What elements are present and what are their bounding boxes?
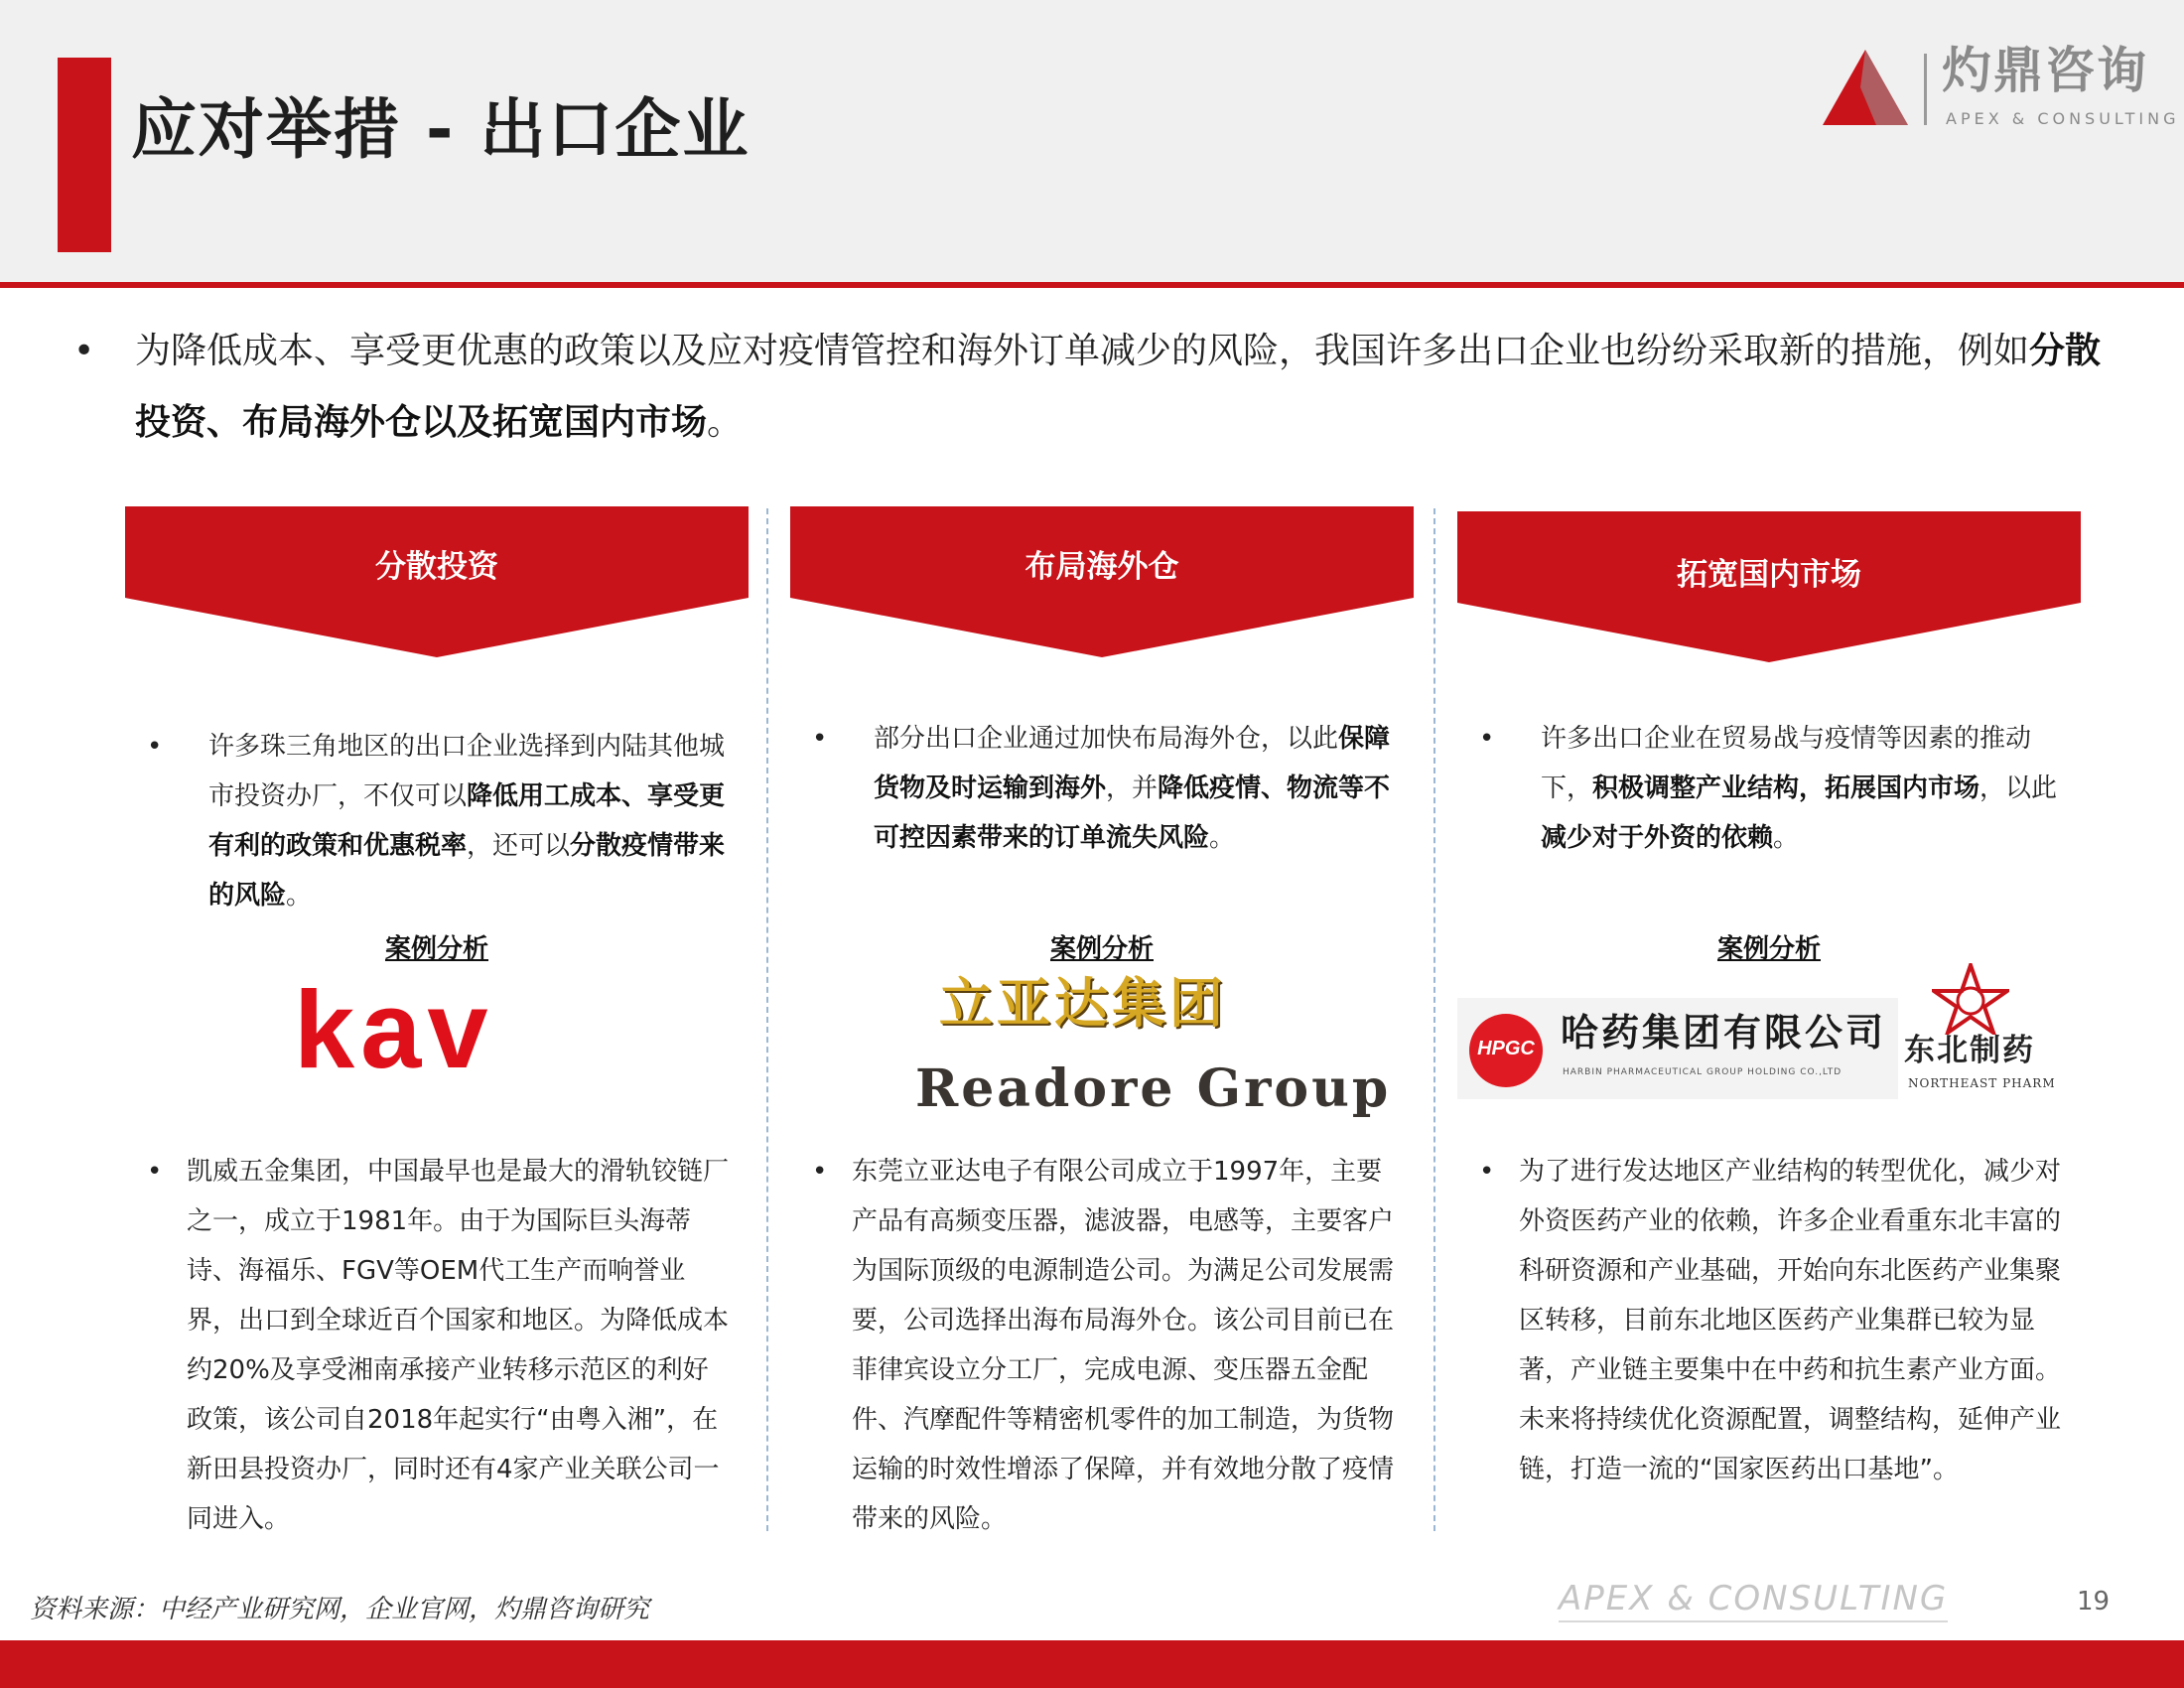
company-logo (1817, 42, 2180, 135)
column-summary (1457, 714, 2063, 863)
bullet: • (812, 1157, 828, 1187)
summary-text: ，还可以 (467, 831, 571, 861)
bullet: • (812, 724, 828, 754)
intro-text-end: 。 (707, 402, 744, 443)
summary-bold: 积极调整产业结构，拓展国内市场 (1592, 774, 1980, 803)
source-note: 资料来源：中经产业研究网，企业官网，灼鼎咨询研究 (30, 1595, 650, 1624)
summary-text: 。 (286, 881, 313, 911)
summary-text: 许多珠三角地区的出口企业选择到内陆其他城市投资办厂，不仅可以 (208, 732, 726, 811)
column-summary (125, 722, 731, 920)
hpgc-mark: HPGC (1477, 1038, 1535, 1059)
case-analysis-label: 案例分析 (1049, 934, 1154, 964)
northeast-pharm-name-cn: 东北制药 (1904, 1033, 2035, 1068)
footer-brand: APEX & CONSULTING (1559, 1579, 1948, 1622)
intro-text-plain: 为降低成本、享受更优惠的政策以及应对疫情管控和海外订单减少的风险，我国许多出口企业也纷纷采取新的措施，例如 (135, 331, 2030, 371)
intro-text-bold: 分散投资、布局海外仓以及拓宽国内市场 (135, 331, 2102, 443)
summary-bold: 降低用工成本、享受更有利的政策和优惠税率 (208, 781, 726, 861)
column-title: 布局海外仓 (1024, 549, 1179, 585)
column-divider (766, 508, 768, 1531)
bullet: • (1479, 724, 1495, 754)
bullet: • (147, 1157, 163, 1187)
summary-bold: 降低疫情、物流等不可控因素带来的订单流失风险 (874, 774, 1391, 853)
kav-logo: kav (294, 969, 494, 1091)
summary-text: ，以此 (1979, 774, 2058, 803)
summary-text: 许多出口企业在贸易战与疫情等因素的推动下， (1541, 724, 2032, 803)
column-overseas-warehouse (790, 501, 1414, 1534)
column-domestic-market (1457, 501, 2081, 1534)
red-star-icon (1932, 963, 2009, 1035)
bullet: • (73, 331, 95, 371)
summary-text: 。 (1773, 823, 1800, 853)
column-summary (790, 714, 1396, 863)
intro-paragraph (73, 316, 2118, 459)
summary-bold: 减少对于外资的依赖 (1541, 823, 1774, 853)
column-title: 拓宽国内市场 (1677, 557, 1861, 593)
case-text: 凯威五金集团，中国最早也是最大的滑轨铰链厂之一，成立于1981年。由于为国际巨头海蒂诗、海福乐、FGV等OEM代工生产而响誉业界，出口到全球近百个国家和地区。为降低成本约20%及享受湘南承接产业转移示范区的利好政策，该公司自2018年起实行“由粤入湘”，在新田县投资办厂，同时还有4家产业关联公司一同进入。 (187, 1157, 730, 1534)
hpgc-circle-icon (1469, 1014, 1543, 1087)
summary-bold: 保障货物及时运输到海外 (874, 724, 1391, 803)
case-analysis-label: 案例分析 (384, 934, 488, 964)
hpgc-logo (1457, 998, 1898, 1099)
case-description (125, 1147, 731, 1544)
case-description (1457, 1147, 2063, 1494)
case-analysis-label: 案例分析 (1716, 934, 1821, 964)
bullet: • (147, 732, 163, 762)
hpgc-name-en: HARBIN PHARMACEUTICAL GROUP HOLDING CO.,LTD (1563, 1067, 1843, 1077)
summary-bold: 分散疫情带来的风险 (208, 831, 726, 911)
column-title: 分散投资 (375, 549, 498, 585)
northeast-pharm-name-en: NORTHEAST PHARM (1908, 1076, 2056, 1090)
summary-text: ，并 (1106, 774, 1159, 803)
summary-text: 部分出口企业通过加快布局海外仓，以此 (874, 724, 1339, 754)
intro-text (135, 316, 2118, 459)
logo-name-en: APEX & CONSULTING (1946, 109, 2180, 128)
logo-name-cn: 灼鼎咨询 (1942, 42, 2148, 99)
case-text: 东莞立亚达电子有限公司成立于1997年，主要产品有高频变压器，滤波器，电感等，主要客户为国际顶级的电源制造公司。为满足公司发展需要，公司选择出海布局海外仓。该公司目前已在菲律宾设立分工厂，完成电源、变压器五金配件、汽摩配件等精密机零件的加工制造，为货物运输的时效性增添了保障，并有效地分散了疫情带来的风险。 (852, 1157, 1395, 1534)
column-divider (1433, 508, 1435, 1531)
column-diversified-investment (125, 501, 749, 1534)
readore-logo-cn: 立亚达集团 (939, 971, 1227, 1035)
case-description (790, 1147, 1396, 1544)
page-title: 应对举措 - 出口企业 (131, 91, 751, 168)
readore-logo-en: Readore Group (915, 1058, 1392, 1119)
triangle-logo-icon (1821, 48, 1910, 127)
footer-bar (0, 1640, 2184, 1688)
page-number: 19 (2077, 1587, 2111, 1617)
header-rule (0, 282, 2184, 288)
case-text: 为了进行发达地区产业结构的转型优化，减少对外资医药产业的依赖，许多企业看重东北丰富的科研资源和产业基础，开始向东北医药产业集聚区转移，目前东北地区医药产业集群已较为显著，产业链主要集中在中药和抗生素产业方面。未来将持续优化资源配置，调整结构，延伸产业链，打造一流的“国家医药出口基地”。 (1519, 1157, 2062, 1484)
bullet: • (1479, 1157, 1495, 1187)
title-accent-bar (58, 58, 111, 252)
summary-text: 。 (1209, 823, 1236, 853)
hpgc-name-cn: 哈药集团有限公司 (1561, 1011, 1887, 1055)
logo-separator (1924, 54, 1927, 125)
